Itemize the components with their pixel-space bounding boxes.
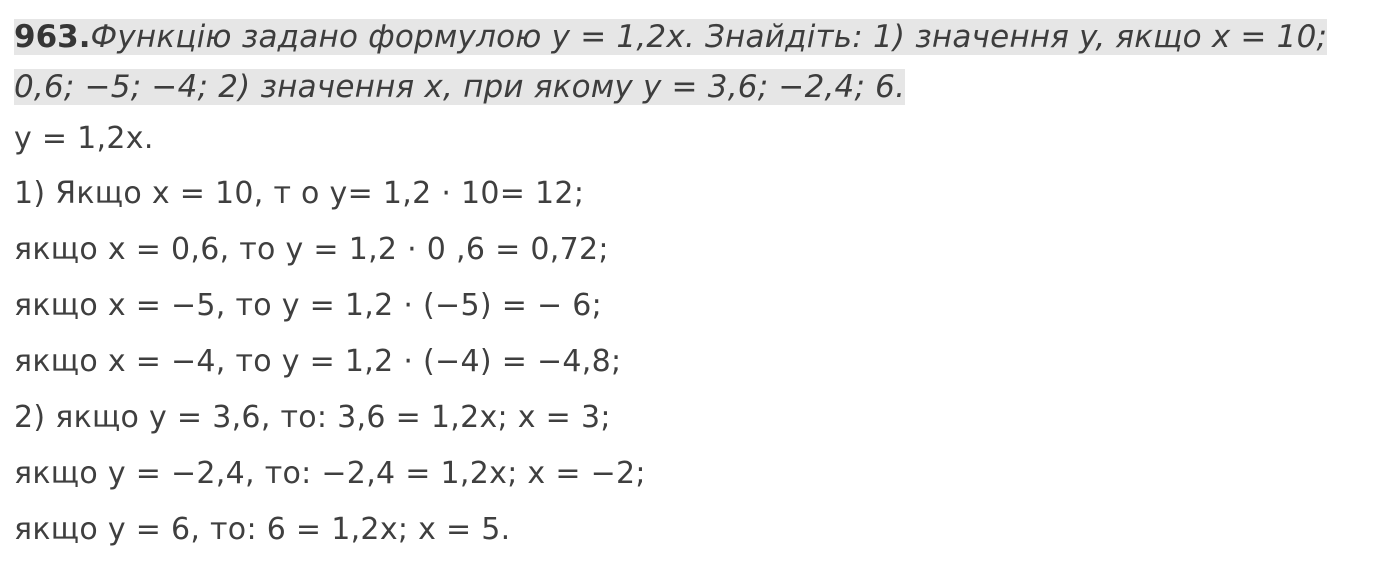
solution-line: якщо x = −4, то y = 1,2 · (−4) = −4,8; — [14, 344, 622, 379]
solution-block — [0, 112, 1390, 558]
solution-line: y = 1,2x. — [14, 121, 154, 156]
problem-statement-text: Функцію задано формулою y = 1,2x. Знайдіть: 1) значення y, якщо x = 10; 0,6; −5; −4; 2) значення x, при якому y = 3,6; −2,4; 6. — [14, 19, 1328, 105]
problem-statement-block — [0, 0, 1390, 112]
solution-line: якщо x = −5, то y = 1,2 · (−5) = − 6; — [14, 288, 603, 323]
solution-line: якщо y = −2,4, то: −2,4 = 1,2x; x = −2; — [14, 456, 646, 491]
solution-line: 1) Якщо x = 10, т о y= 1,2 · 10= 12; — [14, 176, 585, 211]
solution-line: якщо y = 6, то: 6 = 1,2x; x = 5. — [14, 512, 511, 547]
exercise-number: 963. — [14, 19, 91, 55]
solution-line: 2) якщо y = 3,6, то: 3,6 = 1,2x; x = 3; — [14, 400, 611, 435]
solution-line: якщо x = 0,6, то y = 1,2 · 0 ,6 = 0,72; — [14, 232, 609, 267]
